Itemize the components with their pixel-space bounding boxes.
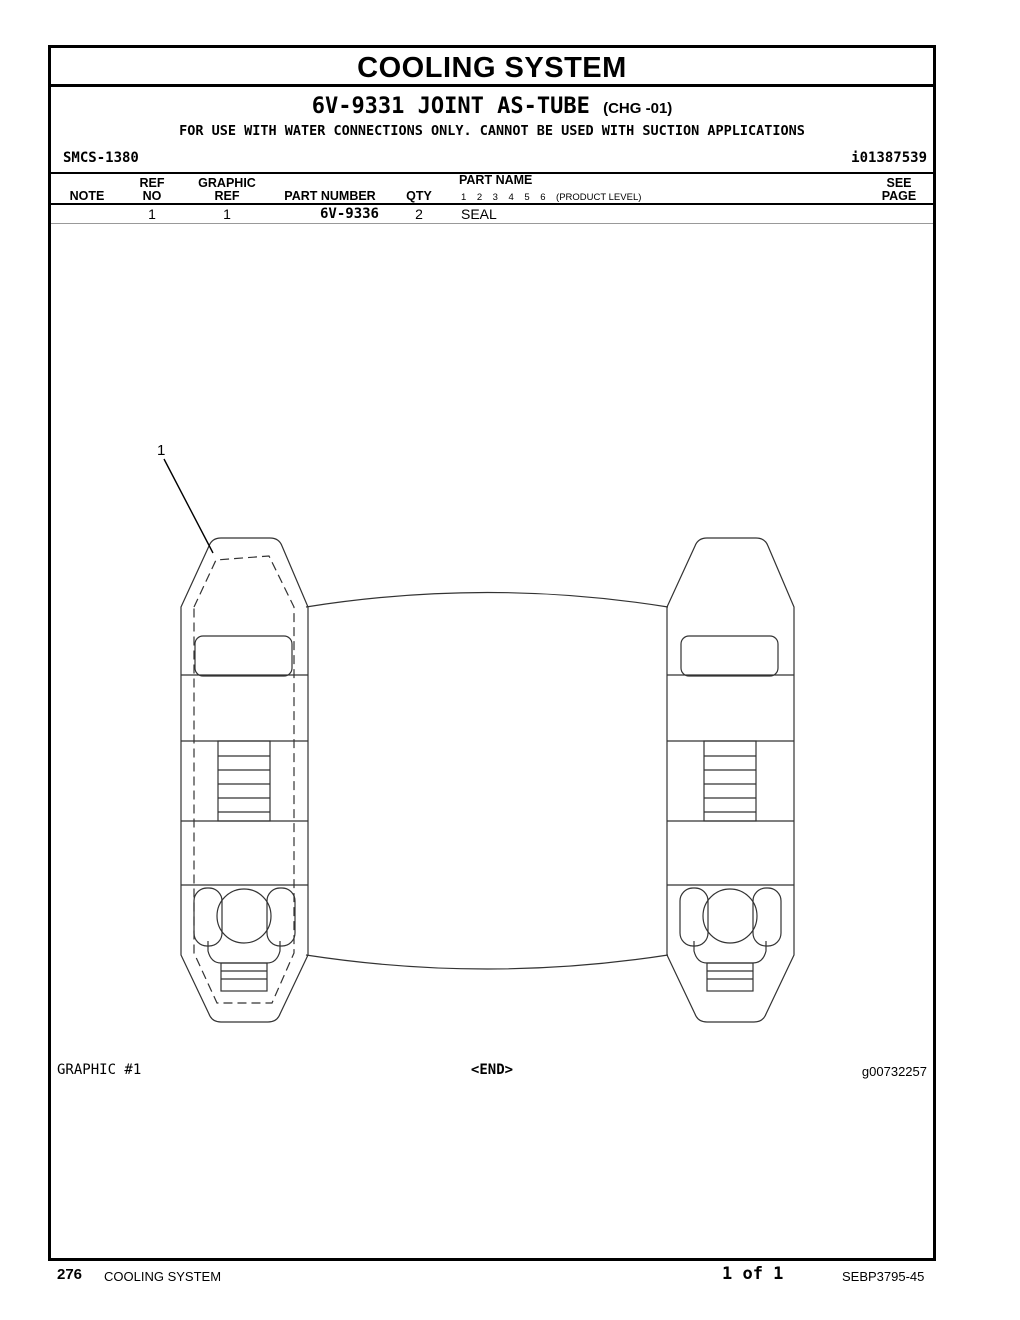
page-title: COOLING SYSTEM (51, 48, 933, 87)
change-level: (CHG -01) (603, 100, 673, 117)
joint-tube-illustration (51, 48, 933, 1058)
graphic-ref-header-bottom: REF (214, 189, 240, 203)
product-level-header: 1 2 3 4 5 6 (PRODUCT LEVEL) (461, 192, 642, 203)
footer-page-number: 276 (57, 1266, 83, 1283)
end-marker: <END> (470, 1062, 514, 1078)
note-header: NOTE (69, 189, 105, 203)
graphic-id: g00732257 (861, 1064, 927, 1079)
graphic-ref-header-top: GRAPHIC (198, 176, 256, 190)
part-name-header: PART NAME (459, 173, 533, 187)
info-id: i01387539 (851, 150, 927, 166)
left-coupling (181, 538, 308, 1022)
tube-top-edge (306, 593, 668, 608)
part-name-cell: SEAL (461, 206, 497, 222)
smcs-code: SMCS-1380 (63, 150, 139, 166)
graphic-label: GRAPHIC #1 (57, 1062, 142, 1078)
part-number-cell: 6V-9336 (319, 206, 379, 222)
usage-note: FOR USE WITH WATER CONNECTIONS ONLY. CANNOT BE USED WITH SUCTION APPLICATIONS (179, 123, 805, 139)
tube-bottom-edge (306, 955, 668, 969)
footer-page-of: 1 of 1 (722, 1264, 784, 1284)
page-frame (48, 45, 936, 1261)
ref-no-header-bottom: NO (142, 189, 162, 203)
callout-leader-line (164, 459, 213, 553)
qty-header: QTY (406, 189, 432, 203)
see-page-header-bottom: PAGE (881, 189, 917, 203)
qty-cell: 2 (415, 206, 423, 222)
footer-doc-id: SEBP3795-45 (842, 1269, 925, 1284)
part-title: 6V-9331 JOINT AS-TUBE (311, 94, 590, 119)
callout-number: 1 (157, 442, 166, 459)
part-number-header: PART NUMBER (284, 189, 376, 203)
see-page-header-top: SEE (886, 176, 912, 190)
footer-section: COOLING SYSTEM (104, 1269, 222, 1284)
ref-no-header-top: REF (139, 176, 165, 190)
graphic-ref-cell: 1 (223, 206, 231, 222)
ref-no-cell: 1 (148, 206, 156, 222)
right-coupling (667, 538, 794, 1022)
